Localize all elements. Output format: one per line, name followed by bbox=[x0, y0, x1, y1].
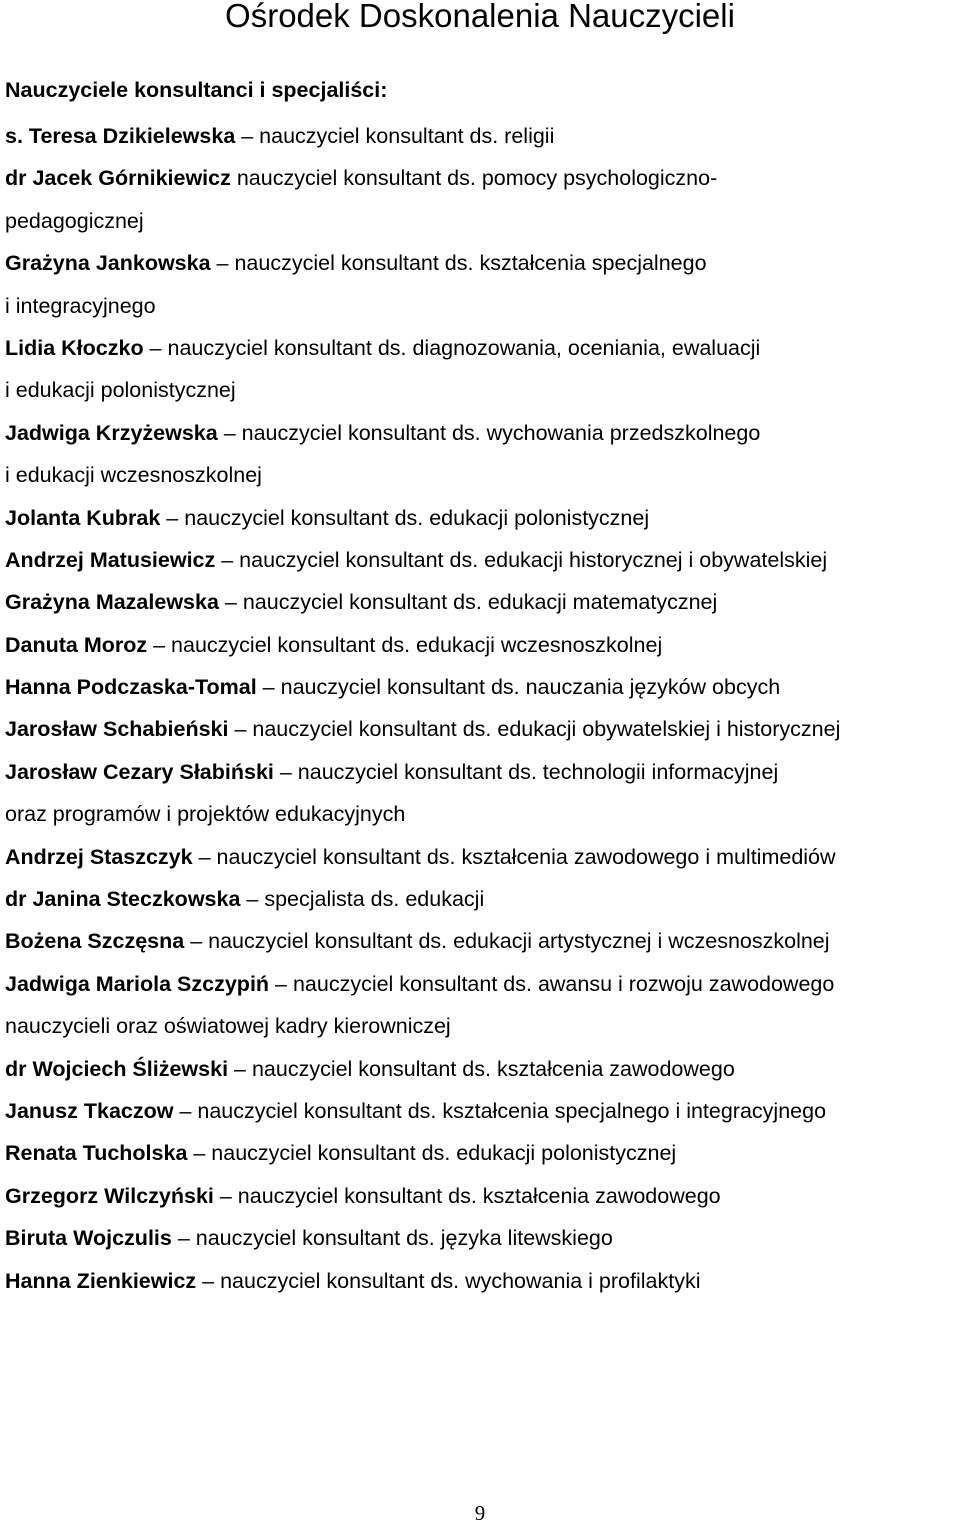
staff-role: – nauczyciel konsultant ds. języka litewskiego bbox=[171, 1226, 613, 1251]
staff-line bbox=[5, 539, 960, 581]
staff-name: Andrzej Staszczyk bbox=[5, 844, 193, 869]
staff-role: – nauczyciel konsultant ds. kształcenia zawodowego i multimediów bbox=[192, 844, 836, 869]
staff-line bbox=[5, 200, 960, 242]
staff-role: – nauczyciel konsultant ds. kształcenia zawodowego bbox=[213, 1183, 721, 1208]
staff-role: pedagogicznej bbox=[5, 208, 144, 233]
staff-line bbox=[5, 751, 960, 793]
staff-role: nauczyciel konsultant ds. pomocy psychologiczno- bbox=[230, 166, 718, 191]
staff-role: – nauczyciel konsultant ds. edukacji matematycznej bbox=[218, 590, 718, 615]
staff-name: Danuta Moroz bbox=[5, 632, 148, 657]
staff-line bbox=[5, 878, 960, 920]
page-number: 9 bbox=[474, 1501, 486, 1525]
staff-name: dr Jacek Górnikiewicz bbox=[5, 166, 231, 191]
staff-name: Andrzej Matusiewicz bbox=[5, 547, 216, 572]
staff-name: s. Teresa Dzikielewska bbox=[5, 124, 236, 148]
staff-name: Jarosław Cezary Słabiński bbox=[5, 759, 274, 784]
staff-role: – nauczyciel konsultant ds. kształcenia specjalnego bbox=[210, 251, 707, 276]
staff-name: Jarosław Schabieński bbox=[5, 717, 229, 742]
staff-name: dr Wojciech Śliżewski bbox=[5, 1056, 229, 1081]
staff-line bbox=[5, 242, 960, 284]
staff-role: – nauczyciel konsultant ds. kształcenia zawodowego bbox=[228, 1056, 735, 1081]
staff-line bbox=[5, 412, 960, 454]
staff-line bbox=[5, 793, 960, 835]
staff-role: – specjalista ds. edukacji bbox=[240, 887, 485, 912]
staff-role: – nauczyciel konsultant ds. edukacji artystycznej i wczesnoszkolnej bbox=[184, 929, 830, 954]
staff-line bbox=[5, 454, 960, 496]
staff-list bbox=[5, 115, 960, 1302]
staff-line bbox=[5, 1048, 960, 1090]
staff-line bbox=[5, 963, 960, 1005]
staff-line bbox=[5, 666, 960, 708]
staff-role: i integracyjnego bbox=[5, 293, 156, 318]
staff-role: – nauczyciel konsultant ds. technologii informacyjnej bbox=[273, 759, 779, 784]
staff-line bbox=[5, 497, 960, 539]
staff-role: – nauczyciel konsultant ds. edukacji historycznej i obywatelskiej bbox=[215, 547, 828, 572]
staff-line bbox=[5, 920, 960, 962]
staff-line bbox=[5, 624, 960, 666]
staff-line bbox=[5, 327, 960, 369]
staff-name: Grażyna Jankowska bbox=[5, 251, 211, 276]
staff-role: – nauczyciel konsultant ds. wychowania przedszkolnego bbox=[217, 420, 761, 445]
staff-line bbox=[5, 1090, 960, 1132]
staff-role: i edukacji polonistycznej bbox=[5, 378, 236, 403]
staff-line bbox=[5, 1132, 960, 1174]
staff-name: Lidia Kłoczko bbox=[5, 335, 144, 360]
staff-name: Grzegorz Wilczyński bbox=[5, 1183, 214, 1208]
staff-name: Grażyna Mazalewska bbox=[5, 590, 219, 615]
staff-line bbox=[5, 581, 960, 623]
staff-name: Biruta Wojczulis bbox=[5, 1226, 172, 1251]
staff-line bbox=[5, 157, 960, 199]
staff-role: i edukacji wczesnoszkolnej bbox=[5, 463, 262, 488]
staff-role: – nauczyciel konsultant ds. nauczania języków obcych bbox=[256, 675, 781, 700]
staff-line bbox=[5, 1005, 960, 1047]
staff-role: – nauczyciel konsultant ds. edukacji polonistycznej bbox=[160, 505, 650, 530]
staff-role: – nauczyciel konsultant ds. edukacji wczesnoszkolnej bbox=[147, 632, 663, 657]
staff-name: Jolanta Kubrak bbox=[5, 505, 161, 530]
staff-name: Hanna Zienkiewicz bbox=[5, 1268, 197, 1293]
staff-role: oraz programów i projektów edukacyjnych bbox=[5, 802, 406, 827]
staff-name: Hanna Podczaska-Tomal bbox=[5, 675, 257, 700]
staff-name: dr Janina Steczkowska bbox=[5, 887, 241, 912]
staff-role: nauczycieli oraz oświatowej kadry kierowniczej bbox=[5, 1014, 451, 1039]
staff-line bbox=[5, 708, 960, 750]
staff-role: – nauczyciel konsultant ds. kształcenia specjalnego i integracyjnego bbox=[173, 1098, 827, 1123]
staff-role: – nauczyciel konsultant ds. religii bbox=[235, 124, 555, 148]
staff-line bbox=[5, 115, 960, 157]
staff-name: Renata Tucholska bbox=[5, 1141, 188, 1166]
staff-role: – nauczyciel konsultant ds. awansu i rozwoju zawodowego bbox=[269, 971, 835, 996]
staff-line bbox=[5, 285, 960, 327]
staff-line bbox=[5, 836, 960, 878]
staff-role: – nauczyciel konsultant ds. edukacji polonistycznej bbox=[187, 1141, 677, 1166]
page-title: Ośrodek Doskonalenia Nauczycieli bbox=[225, 0, 735, 34]
staff-role: – nauczyciel konsultant ds. diagnozowania, oceniania, ewaluacji bbox=[143, 335, 761, 360]
staff-line bbox=[5, 1175, 960, 1217]
staff-name: Jadwiga Krzyżewska bbox=[5, 420, 218, 445]
staff-name: Jadwiga Mariola Szczypiń bbox=[5, 971, 270, 996]
section-heading: Nauczyciele konsultanci i specjaliści: bbox=[5, 78, 388, 102]
staff-line bbox=[5, 1260, 960, 1302]
staff-name: Janusz Tkaczow bbox=[5, 1098, 174, 1123]
staff-role: – nauczyciel konsultant ds. edukacji obywatelskiej i historycznej bbox=[228, 717, 841, 742]
staff-line bbox=[5, 369, 960, 411]
staff-name: Bożena Szczęsna bbox=[5, 929, 185, 954]
staff-role: – nauczyciel konsultant ds. wychowania i profilaktyki bbox=[196, 1268, 701, 1293]
staff-line bbox=[5, 1217, 960, 1259]
